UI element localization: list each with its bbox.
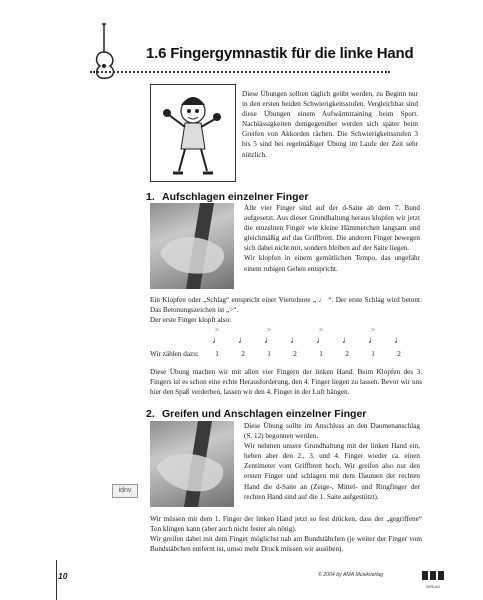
section-1-side-text <box>244 203 420 274</box>
section-2-paragraph-4: Wir greifen dabei mit dem Finger möglichst nah am Bundstäbchen (je weiter der Finger vom Bundstäbchen entfernt ist, umso mehr Druck müssen wir ausüben). <box>150 535 422 554</box>
section-2-side-text <box>244 421 420 502</box>
quarter-note-icon: ♩ <box>264 335 274 346</box>
count-value: 1 <box>371 350 375 358</box>
count-value: 1 <box>267 350 271 358</box>
count-value: 1 <box>215 350 219 358</box>
publisher-logo-icon <box>422 571 444 580</box>
count-value: 2 <box>345 350 349 358</box>
publisher-logo <box>422 567 444 589</box>
hand-photo-1 <box>150 203 234 289</box>
guitar-logo-icon <box>92 22 122 82</box>
section-1-full-text <box>150 295 422 325</box>
accent-mark: > <box>371 326 375 334</box>
publisher-label: VERLAG <box>425 585 441 589</box>
page-number: 10 <box>58 571 68 581</box>
header-divider <box>90 71 390 73</box>
rhythm-notation <box>150 326 422 362</box>
page-title: 1.6 Fingergymnastik für die linke Hand <box>146 45 414 62</box>
footer-vertical-line <box>56 560 57 600</box>
section-2-paragraph-3: Wir müssen mit dem 1. Finger der linken Hand jetzt so fest drücken, dass der „gegriffene“ Ton klingen kann (aber auch nicht fester als nötig). <box>150 515 422 534</box>
quarter-note-icon: ♩ <box>368 335 378 346</box>
section-1-number: 1. <box>146 191 155 203</box>
quarter-note-icon: ♩ <box>290 335 300 346</box>
quarter-note-icon: ♩ <box>394 335 404 346</box>
intro-text: Diese Übungen sollten täglich geübt werden, zu Beginn nur in den ersten beiden Schwierigkeitsstufen. Vergleichbar sind diese Übungen einem Aufwärmtraining beim Sport. Nachlässigkeiten demgegenüber werden sich später beim Greifen von Akkorden rächen. Die Schwierigkeitsstufen 3 bis 5 sind bei regelmäßiger Übung im Laufe der Zeit sehr nützlich. <box>242 90 418 159</box>
section-1-after-text: Diese Übung machen wir mit allen vier Fingern der linken Hand. Beim Klopfen des 3. Fingers ist es schon eine echte Herausforderung, den 4. Finger liegen zu lassen. Bevor wir uns hier den Spaß verderben, lassen wir den 4. Finger in der Luft hängen. <box>150 368 422 397</box>
accent-mark: > <box>215 326 219 334</box>
juggling-figure-icon <box>151 85 235 181</box>
section-1-paragraph-2: Wir klopfen in einem gemütlichen Tempo, das ungefähr einem ruhigen Gehen entspricht. <box>244 254 420 273</box>
count-value: 2 <box>293 350 297 358</box>
hand-photo-2 <box>150 421 234 507</box>
quarter-note-icon: ♩ <box>238 335 248 346</box>
section-1-title: Aufschlagen einzelner Finger <box>162 191 309 203</box>
count-label: Wir zählen dazu: <box>150 350 199 358</box>
section-2-title: Greifen und Anschlagen einzelner Finger <box>162 408 367 420</box>
count-value: 1 <box>319 350 323 358</box>
section-1-heading <box>146 191 308 203</box>
beat-explanation: Ein Klopfen oder „Schlag“ entspricht einer Viertelnote „ ♩ “. Der erste Schlag wird betont: Das Betonungszeichen ist „>“. <box>150 296 422 315</box>
cartoon-illustration <box>150 84 236 182</box>
side-tag: idnv <box>112 484 138 498</box>
accent-mark: > <box>267 326 271 334</box>
section-2-number: 2. <box>146 408 155 420</box>
finger-line: Der erste Finger klopft also: <box>150 316 232 325</box>
section-2-paragraph-2: Wir nehmen unsere Grundhaltung mit der linken Hand ein, heben aber den 2., 3. und 4. Finger wieder ca. einen Zentimeter vom Griffbrett hoch. Wir greifen also nur den ersten Finger und schlagen mit dem Daumen der rechten Hand die d-Saite an (Zeige-, Mittel- und Ringfinger der rechten Hand sind auf die 1. Saite aufgestützt). <box>244 442 420 501</box>
copyright: © 2004 by AMA Musikverlag <box>318 572 384 578</box>
section-2-full-text <box>150 514 422 554</box>
quarter-note-icon: ♩ <box>316 335 326 346</box>
quarter-note-icon: ♩ <box>212 335 222 346</box>
section-2-paragraph: Diese Übung sollte im Anschluss an den Daumenanschlag (S. 12) begonnen werden. <box>244 422 420 441</box>
section-2-heading <box>146 408 366 420</box>
count-value: 2 <box>397 350 401 358</box>
quarter-note-icon: ♩ <box>342 335 352 346</box>
section-1-paragraph: Alle vier Finger sind auf der d-Saite ab dem 7. Bund aufgesetzt. Aus dieser Grundhaltung heraus klopfen wir jetzt die einzelnen Finger wie kleine Hämmerchen langsam und gleichmäßig auf das Griffbrett. Die anderen Finger bewegen sich dabei nicht mit, sondern bleiben auf der Saite liegen. <box>244 204 420 253</box>
count-value: 2 <box>241 350 245 358</box>
accent-mark: > <box>319 326 323 334</box>
